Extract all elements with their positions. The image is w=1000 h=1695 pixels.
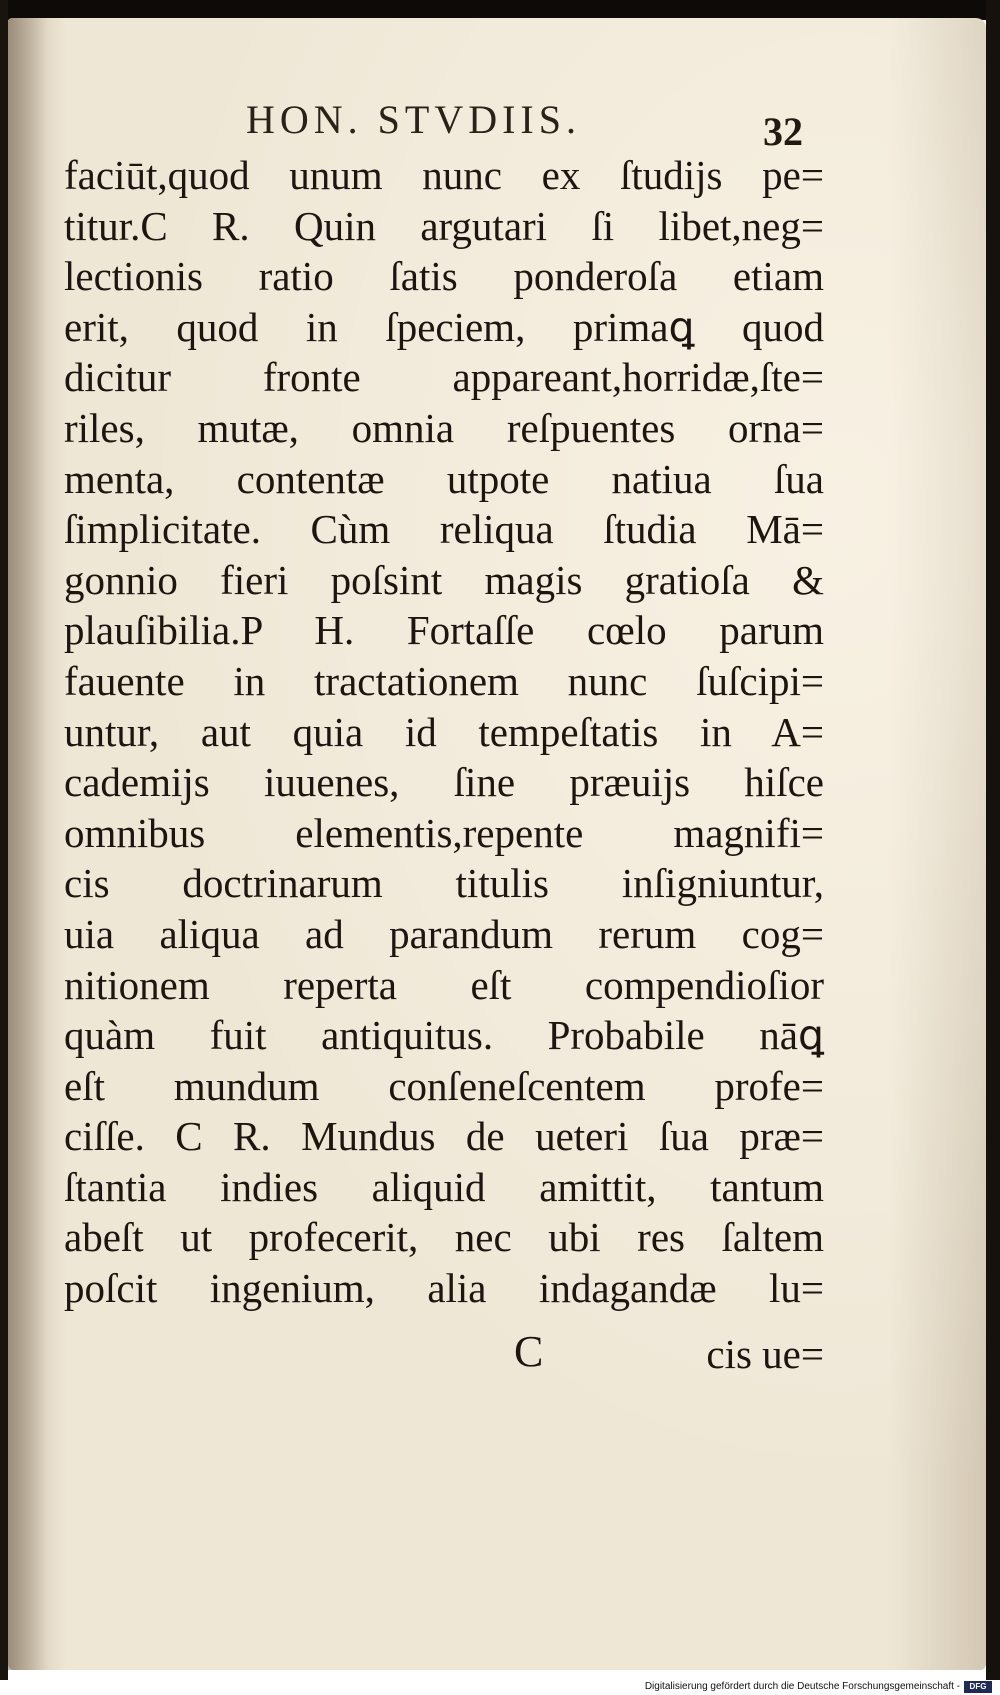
text-line: lectionis ratio ſatis ponderoſa etiam [64,253,824,300]
text-line: quàm fuit antiquitus. Probabile nāꝗ [64,1012,824,1059]
text-line: omnibus elementis,repente magnifi= [64,809,824,856]
gutter-shadow [8,18,48,1670]
text-line: nitionem reperta eſt compendioſior [64,961,824,1008]
text-line: uia aliqua ad parandum rerum cog= [64,910,824,957]
text-line: erit, quod in ſpeciem, primaꝗ quod [64,303,824,350]
running-head: HON. STVDIIS. [246,97,581,142]
text-line: ciſſe. C R. Mundus de ueteri ſua præ= [64,1113,824,1160]
scan-top-border [0,0,1000,20]
catchword: cis ue= [706,1331,824,1377]
text-line: menta, contentæ utpote natiua ſua [64,455,824,502]
text-line: poſcit ingenium, alia indagandæ lu= [64,1265,824,1312]
text-line: faciūt,quod unum nunc ex ſtudijs pe= [64,152,824,198]
text-line: dicitur fronte appareant,horridæ,ſte= [64,354,824,401]
text-line: plauſibilia.P H. Fortaſſe cœlo parum [64,607,824,654]
book-page [8,18,986,1670]
text-line: titur.C R. Quin argutari ſi libet,neg= [64,202,824,249]
text-line: cis doctrinarum titulis inſigniuntur, [64,860,824,907]
text-line: cademijs iuuenes, ſine præuijs hiſce [64,759,824,806]
body-text [64,150,824,1314]
signature-mark: C [514,1327,544,1376]
signature-catchword-row [64,1326,824,1386]
scan-left-border [0,0,8,1680]
text-line: fauente in tractationem nunc ſuſcipi= [64,657,824,704]
scan-right-border [986,0,1000,1680]
funding-credit: Digitalisierung gefördert durch die Deutsche Forschungsgemeinschaft - [644,1681,960,1692]
text-line: ſimplicitate. Cùm reliqua ſtudia Mā= [64,506,824,553]
text-line: abeſt ut profecerit, nec ubi res ſaltem [64,1214,824,1261]
text-line: ſtantia indies aliquid amittit, tantum [64,1163,824,1210]
text-line: untur, aut quia id tempeſtatis in A= [64,708,824,755]
text-line: gonnio fieri poſsint magis gratioſa & [64,556,824,603]
text-line: eſt mundum conſeneſcentem profe= [64,1062,824,1109]
dfg-logo-icon: DFG [964,1681,992,1693]
page-number: 32 [763,109,803,154]
text-line: riles, mutæ, omnia reſpuentes orna= [64,404,824,451]
